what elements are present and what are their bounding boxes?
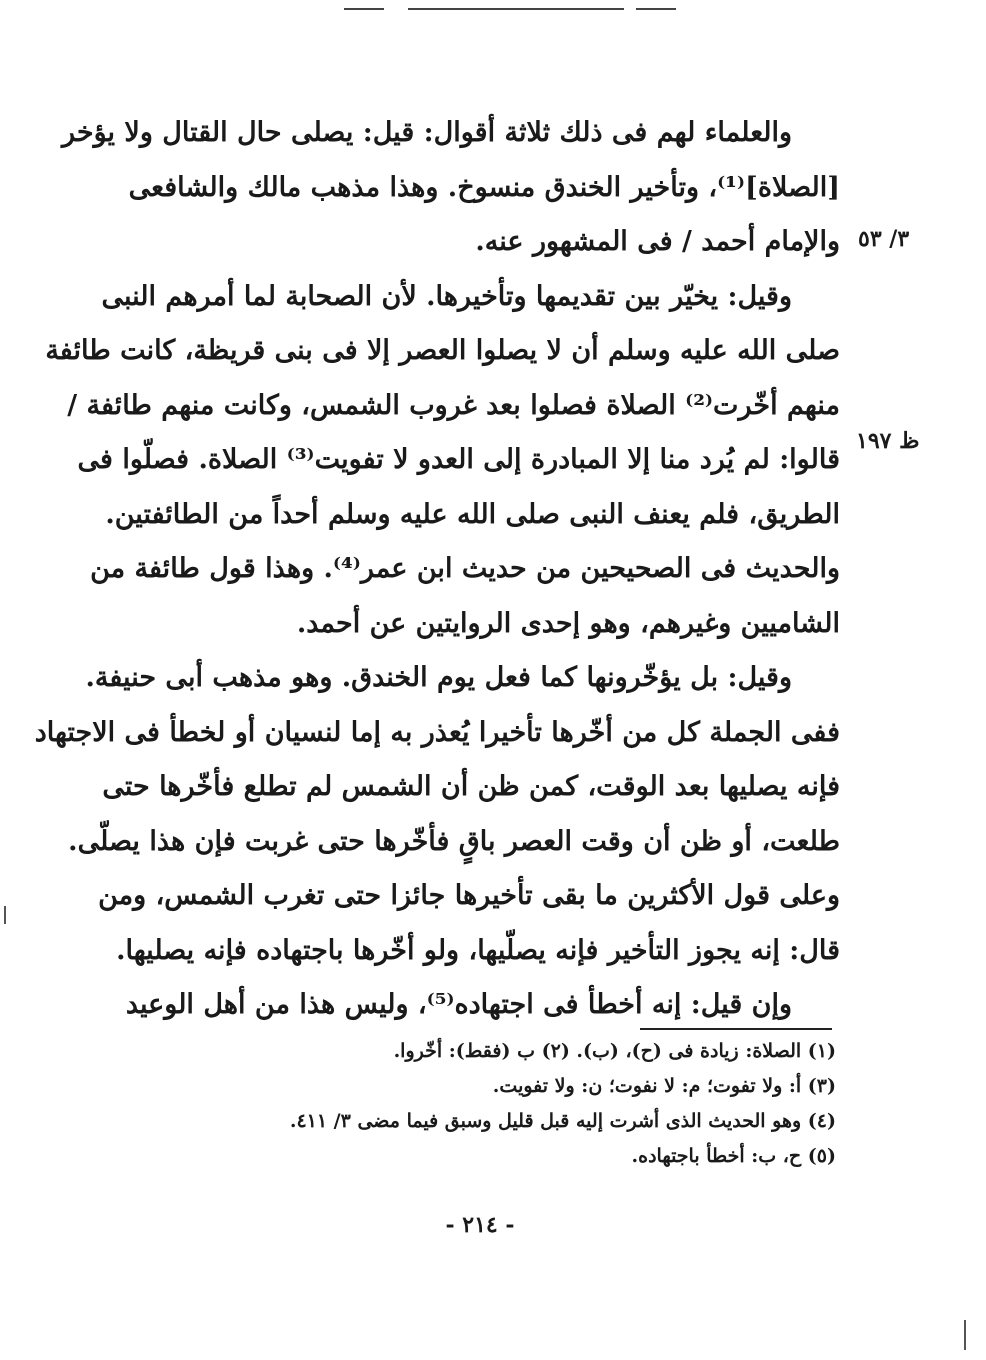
text-line: والإمام أحمد / فى المشهور عنه. — [475, 226, 840, 257]
text-line: منهم أخّرت⁽²⁾ الصلاة فصلوا بعد غروب الشمس، وكانت منهم طائفة / — [67, 389, 840, 421]
footnote: (٤) وهو الحديث الذى أشرت إليه قبل قليل وسبق فيما مضى ٣/ ٤١١. — [289, 1110, 836, 1132]
text-line: الطريق، فلم يعنف النبى صلى الله عليه وسلم أحداً من الطائفتين. — [105, 498, 840, 530]
main-text — [34, 106, 840, 1033]
text-line: ففى الجملة كل من أخّرها تأخيرا يُعذر به إما لنسيان أو لخطأ فى الاجتهاد — [34, 716, 840, 748]
margin-reference: ظ ١٩٧ — [856, 428, 920, 454]
page-number: - ٢١٤ - — [445, 1212, 515, 1238]
scan-mark — [964, 1320, 966, 1350]
text-line: فإنه يصليها بعد الوقت، كمن ظن أن الشمس لم تطلع فأخّرها حتى — [102, 771, 840, 802]
text-line: قال: إنه يجوز التأخير فإنه يصلّيها، ولو أخّرها باجتهاده فإنه يصليها. — [116, 934, 840, 966]
text-line: والعلماء لهم فى ذلك ثلاثة أقوال: قيل: يصلى حال القتال ولا يؤخر — [61, 117, 792, 148]
text-line: صلى الله عليه وسلم أن لا يصلوا العصر إلا فى بنى قريظة، كانت طائفة — [45, 335, 840, 366]
top-rule — [344, 8, 384, 10]
footnote-separator — [640, 1028, 832, 1030]
text-line: والحديث فى الصحيحين من حديث ابن عمر⁽⁴⁾. وهذا قول طائفة من — [90, 553, 840, 584]
text-line: وقيل: بل يؤخّرونها كما فعل يوم الخندق. وهو مذهب أبى حنيفة. — [85, 662, 792, 693]
scan-mark — [4, 906, 6, 924]
footnotes — [280, 1034, 836, 1174]
text-line: [الصلاة]⁽¹⁾، وتأخير الخندق منسوخ. وهذا مذهب مالك والشافعى — [128, 171, 840, 203]
text-line: وعلى قول الأكثرين ما بقى تأخيرها جائزا حتى تغرب الشمس، ومن — [98, 880, 840, 911]
text-line: الشاميين وغيرهم، وهو إحدى الروايتين عن أحمد. — [296, 607, 840, 639]
text-line: وقيل: يخيّر بين تقديمها وتأخيرها. لأن الصحابة لما أمرهم النبى — [101, 280, 792, 312]
text-line: وإن قيل: إنه أخطأ فى اجتهاده⁽⁵⁾، وليس هذا من أهل الوعيد — [125, 989, 792, 1020]
footnote: (١) الصلاة: زيادة فى (ح)، (ب). (٢) ب (فقط): أخّروا. — [393, 1040, 836, 1062]
footnote: (٥) ح، ب: أخطأ باجتهاده. — [631, 1145, 836, 1167]
text-line: طلعت، أو ظن أن وقت العصر باقٍ فأخّرها حتى غربت فإن هذا يصلّى. — [68, 825, 840, 857]
top-rule — [408, 8, 624, 10]
margin-reference: ٣/ ٥٣ — [858, 226, 910, 252]
top-rule — [636, 8, 676, 10]
text-line: قالوا: لم يُرد منا إلا المبادرة إلى العدو لا تفويت⁽³⁾ الصلاة. فصلّوا فى — [77, 444, 840, 475]
footnote: (٣) أ: ولا تفوت؛ م: لا نفوت؛ ن: ولا تفويت. — [492, 1075, 836, 1097]
